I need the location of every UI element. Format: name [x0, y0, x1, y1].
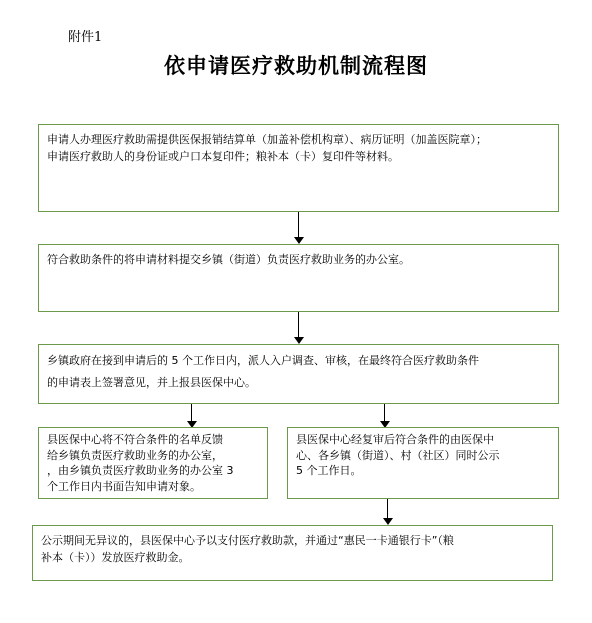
step-2-submit-to-township — [38, 244, 559, 312]
step-4-reject-line-3: ，由乡镇负责医疗救助业务的办公室 3 — [47, 464, 234, 477]
page-title: 依申请医疗救助机制流程图 — [164, 53, 428, 78]
step-1-line-1: 申请人办理医疗救助需提供医保报销结算单（加盖补偿机构章）、病历证明（加盖医院章）； — [47, 133, 487, 146]
step-4-reject-line-1: 县医保中心将不符合条件的名单反馈 — [47, 433, 223, 446]
arrow-step3-to-approve — [380, 404, 390, 428]
arrow-approve-to-step5 — [383, 499, 393, 525]
step-4-approve-line-1: 县医保中心经复审后符合条件的由医保中 — [296, 433, 494, 446]
step-4-approve-line-2: 心、各乡镇（街道）、村（社区）同时公示 — [296, 448, 500, 462]
step-3-township-review — [38, 344, 559, 404]
step-4-rejection-notice — [38, 427, 268, 499]
step-2-line-1: 符合救助条件的将申请材料提交乡镇（街道）负责医疗救助业务的办公室。 — [47, 253, 410, 266]
arrow-step1-to-step2 — [294, 212, 304, 244]
step-4-approve-line-3: 5 个工作日。 — [296, 464, 362, 477]
attachment-label: 附件1 — [68, 30, 103, 45]
step-1-submit-materials — [38, 124, 559, 212]
step-4-reject-line-4: 个工作日内书面告知申请对象。 — [47, 479, 201, 493]
step-5-payment — [32, 525, 553, 581]
step-4-approval-publicity — [287, 427, 559, 499]
arrow-step3-to-reject — [187, 404, 197, 428]
step-5-line-2: 补本（卡））发放医疗救助金。 — [41, 551, 190, 564]
step-4-reject-line-2: 给乡镇负责医疗救助业务的办公室， — [47, 448, 223, 462]
step-3-line-1: 乡镇政府在接到申请后的 5 个工作日内，派人入户调查、审核，在最终符合医疗救助条件 — [47, 354, 479, 367]
step-1-line-2: 申请医疗救助人的身份证或户口本复印件；粮补本（卡）复印件等材料。 — [47, 150, 399, 163]
arrow-step2-to-step3 — [294, 312, 304, 344]
step-5-line-1: 公示期间无异议的，县医保中心予以支付医疗救助款，并通过“惠民一卡通银行卡”（粮 — [41, 534, 454, 547]
step-3-line-2: 的申请表上签署意见，并上报县医保中心。 — [47, 376, 256, 389]
